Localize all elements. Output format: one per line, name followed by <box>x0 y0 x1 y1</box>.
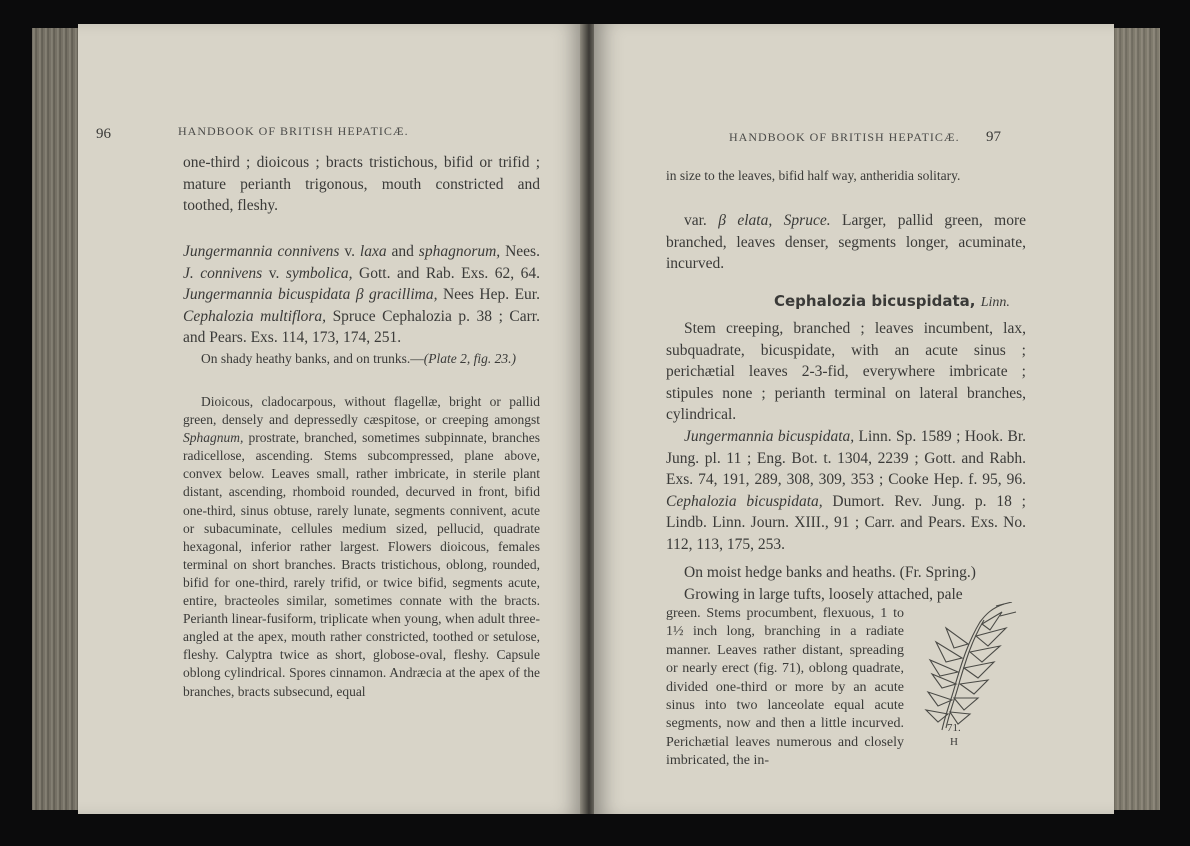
species-heading: Cephalozia bicuspidata, Linn. <box>774 292 1010 310</box>
page-edges-right <box>1110 28 1160 810</box>
page-number-right: 97 <box>986 129 1001 145</box>
figure-number: 71. <box>947 722 961 734</box>
right-page <box>594 24 1114 814</box>
description-end: one-third ; dioicous ; bracts tristichous, bifid or trifid ; mature perianth trigonous, mouth constricted and toothed, fleshy. <box>183 154 540 214</box>
synonyms-block: Jungermannia connivens v. laxa and sphagnorum, Nees. J. connivens v. symbolica, Gott. and Rab. Exs. 62, 64. Jungermannia bicuspidata β gracillima, Nees Hep. Eur. Cephalozia multiflora, Spruce Cephalozia p. 38 ; Carr. and Pears. Exs. 114, 173, 174, 251. <box>183 243 540 346</box>
andraecia-cont: in size to the leaves, bifid half way, antheridia solitary. <box>666 168 961 183</box>
growing-description: green. Stems procumbent, flexuous, 1 to 1½ inch long, branching in a radiate manner. Leaves rather distant, spreading or nearly erect (fig. 71), oblong quadrate, divided one-third or more by an acute sinus into two lanceolate equal acute segments, now and then a little incurved. Perichætial leaves numerous and closely imbricated, the in- <box>666 606 904 769</box>
page-edges-left <box>32 28 80 810</box>
left-page <box>78 24 583 814</box>
species-description-left: Dioicous, cladocarpous, without flagellæ, bright or pallid green, densely and depressedly cæspitose, or creeping amongst Sphagnum, prostrate, branched, sometimes subpinnate, branches radicellose, ascending. Stems subcompressed, plane above, convex below. Leaves small, rather imbricate, in sterile plant distant, ascending, rhomboid rounded, decurved in front, bifid one-third, sinus obtuse, rarely lunate, segments connivent, acute or subacuminate, cellules medium sized, pellucid, quadrate hexagonal, inferior rather largest. Flowers dioicous, females terminal on short branches. Bracts tristichous, oblong, rounded, bifid for one-third, rarely trifid, or twice bifid, segments acute, entire, bracteoles similar, sometimes connate with the bracts. Perianth linear-fusiform, triplicate when young, when adult three-angled at the apex, mouth rather constricted, toothed or setulose, fleshy. Calyptra twice as short, globose-oval, fleshy. Capsule oblong cylindrical. Spores cinnamon. Andræcia at the apex of the branches, bracts subsecund, equal <box>183 394 540 699</box>
signature-mark: H <box>950 736 958 748</box>
synonyms-right: Jungermannia bicuspidata, Linn. Sp. 1589 ; Hook. Br. Jung. pl. 11 ; Eng. Bot. t. 1304, 2239 ; Gott. and Rabh. Exs. 74, 191, 289, 308, 309, 353 ; Cooke Hep. f. 95, 96. Cephalozia bicuspidata, Dumort. Rev. Jung. p. 18 ; Lindb. Linn. Journ. XIII., 91 ; Carr. and Pears. Exs. No. 112, 113, 175, 253. <box>666 428 1026 553</box>
habitat-left: On shady heathy banks, and on trunks.—(Plate 2, fig. 23.) <box>201 351 516 366</box>
variety-beta-elata: var. β elata, Spruce. Larger, pallid green, more branched, leaves denser, segments longer, acuminate, incurved. <box>666 212 1026 272</box>
running-head-left: HANDBOOK OF BRITISH HEPATICÆ. <box>178 124 409 138</box>
growing-first-line: Growing in large tufts, loosely attached, pale <box>684 586 963 603</box>
species-description: Stem creeping, branched ; leaves incumbent, lax, subquadrate, bicuspidate, with an acute sinus ; perichætial leaves 2-3-fid, everywhere imbricate ; stipules none ; perianth terminal on lateral branches, cylindrical. <box>666 320 1026 423</box>
liverwort-figure-icon <box>912 602 1022 732</box>
running-head-right: HANDBOOK OF BRITISH HEPATICÆ. <box>729 130 960 144</box>
page-number-left: 96 <box>96 126 111 142</box>
habitat-right: On moist hedge banks and heaths. (Fr. Spring.) <box>684 564 976 581</box>
